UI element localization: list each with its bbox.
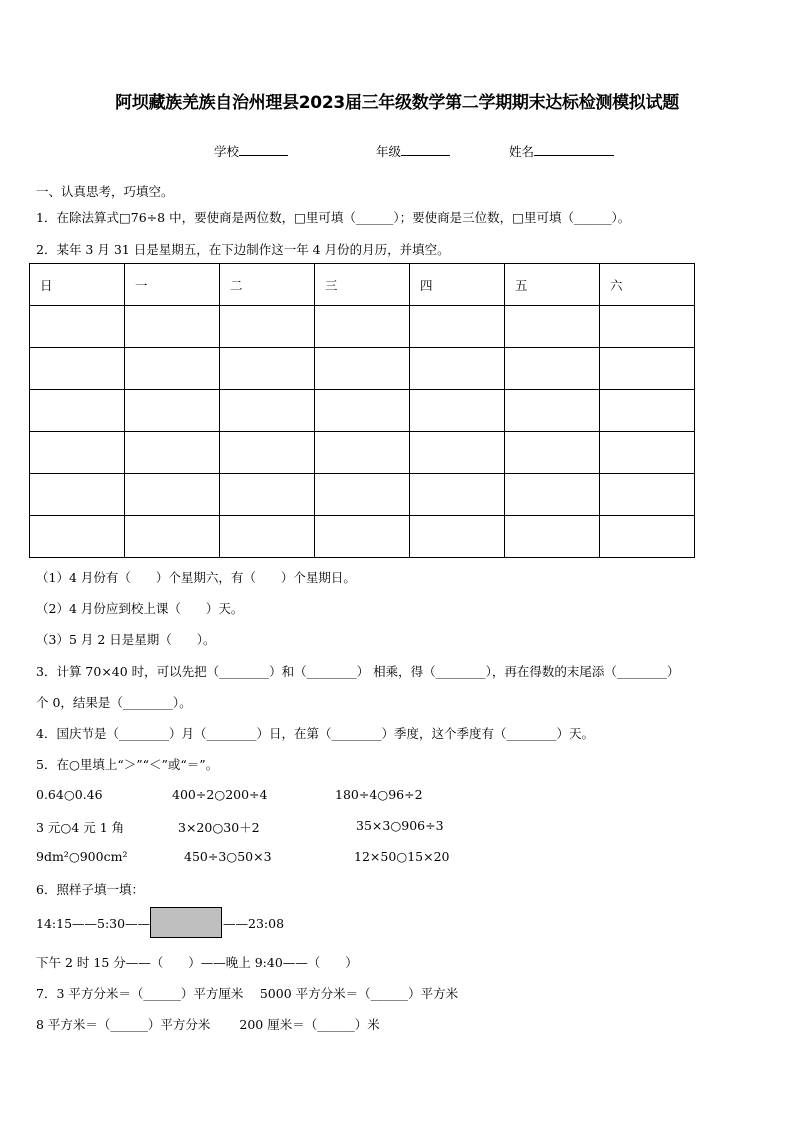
calendar-table	[29, 263, 695, 558]
q5-item: 3×20○30＋2	[178, 820, 260, 835]
calendar-cell[interactable]	[315, 474, 410, 516]
calendar-cell[interactable]	[125, 348, 220, 390]
calendar-cell[interactable]	[600, 348, 695, 390]
calendar-header-cell: 六	[600, 264, 695, 306]
calendar-cell[interactable]	[600, 516, 695, 558]
question-7-line-1: 7．3 平方分米＝（______）平方厘米 5000 平方分米＝（______）平方米	[36, 986, 459, 1001]
q5-item: 9dm²○900cm²	[36, 849, 128, 864]
calendar-header-cell: 五	[505, 264, 600, 306]
calendar-cell[interactable]	[600, 474, 695, 516]
calendar-row	[30, 516, 695, 558]
q5-item: 0.64○0.46	[36, 787, 103, 802]
calendar-row	[30, 474, 695, 516]
question-1: 1．在除法算式□76÷8 中，要使商是两位数，□里可填（______）；要使商是三位数，□里可填（______）。	[36, 210, 631, 225]
calendar-cell[interactable]	[220, 390, 315, 432]
calendar-cell[interactable]	[30, 306, 125, 348]
calendar-cell[interactable]	[505, 390, 600, 432]
calendar-header-cell: 四	[410, 264, 505, 306]
school-label: 学校	[214, 144, 240, 159]
q6-example-right: ——23:08	[223, 916, 285, 931]
q5-item: 400÷2○200÷4	[172, 787, 268, 802]
calendar-cell[interactable]	[30, 390, 125, 432]
calendar-row	[30, 306, 695, 348]
calendar-cell[interactable]	[410, 306, 505, 348]
calendar-cell[interactable]	[220, 348, 315, 390]
question-3-line-1: 3．计算 70×40 时，可以先把（________）和（________） 相乘，得（________），再在得数的末尾添（________）	[36, 664, 680, 679]
calendar-cell[interactable]	[30, 474, 125, 516]
calendar-cell[interactable]	[600, 390, 695, 432]
q5-item: 450÷3○50×3	[184, 849, 272, 864]
calendar-row	[30, 348, 695, 390]
calendar-cell[interactable]	[220, 432, 315, 474]
calendar-cell[interactable]	[315, 390, 410, 432]
page-title: 阿坝藏族羌族自治州理县2023届三年级数学第二学期期末达标检测模拟试题	[115, 93, 679, 113]
question-6: 6．照样子填一填：	[36, 882, 144, 897]
grade-label: 年级	[376, 144, 402, 159]
calendar-cell[interactable]	[220, 516, 315, 558]
q5-item: 12×50○15×20	[354, 849, 450, 864]
calendar-cell[interactable]	[125, 390, 220, 432]
calendar-cell[interactable]	[315, 306, 410, 348]
calendar-cell[interactable]	[125, 432, 220, 474]
calendar-cell[interactable]	[315, 432, 410, 474]
calendar-cell[interactable]	[220, 306, 315, 348]
calendar-cell[interactable]	[30, 348, 125, 390]
name-label: 姓名	[509, 144, 535, 159]
question-2: 2．某年 3 月 31 日是星期五，在下边制作这一年 4 月份的月历，并填空。	[36, 242, 450, 257]
section-heading: 一、认真思考，巧填空。	[36, 184, 174, 199]
calendar-cell[interactable]	[505, 348, 600, 390]
calendar-cell[interactable]	[410, 348, 505, 390]
calendar-cell[interactable]	[505, 516, 600, 558]
school-field[interactable]	[214, 142, 288, 160]
calendar-cell[interactable]	[125, 306, 220, 348]
question-3-line-2: 个 0，结果是（________）。	[36, 695, 192, 710]
calendar-header-cell: 三	[315, 264, 410, 306]
question-4: 4．国庆节是（________）月（________）日，在第（________）季度，这个季度有（________）天。	[36, 726, 594, 741]
calendar-cell[interactable]	[125, 516, 220, 558]
calendar-cell[interactable]	[410, 432, 505, 474]
grade-field[interactable]	[376, 142, 450, 160]
q6-example-box	[150, 907, 222, 938]
calendar-cell[interactable]	[30, 516, 125, 558]
calendar-cell[interactable]	[600, 432, 695, 474]
calendar-cell[interactable]	[505, 306, 600, 348]
calendar-cell[interactable]	[125, 474, 220, 516]
q6-example-left: 14:15——5:30——	[36, 916, 151, 931]
calendar-cell[interactable]	[315, 348, 410, 390]
calendar-cell[interactable]	[410, 474, 505, 516]
calendar-row	[30, 390, 695, 432]
calendar-header-cell: 二	[220, 264, 315, 306]
calendar-cell[interactable]	[600, 306, 695, 348]
calendar-header-cell: 一	[125, 264, 220, 306]
question-2-sub-3: （3）5 月 2 日是星期（ ）。	[36, 632, 216, 647]
q5-item: 35×3○906÷3	[356, 818, 444, 833]
name-field[interactable]	[509, 142, 614, 160]
calendar-cell[interactable]	[220, 474, 315, 516]
calendar-header-row	[30, 264, 695, 306]
calendar-cell[interactable]	[315, 516, 410, 558]
calendar-row	[30, 432, 695, 474]
calendar-header-cell: 日	[30, 264, 125, 306]
question-2-sub-2: （2）4 月份应到校上课（ ）天。	[36, 601, 244, 616]
question-7-line-2: 8 平方米＝（______）平方分米 200 厘米＝（______）米	[36, 1017, 380, 1032]
calendar-cell[interactable]	[30, 432, 125, 474]
q6-fill-line: 下午 2 时 15 分——（ ）——晚上 9:40——（ ）	[36, 955, 358, 970]
calendar-cell[interactable]	[505, 474, 600, 516]
q5-item: 180÷4○96÷2	[335, 787, 423, 802]
question-5: 5．在○里填上“＞”“＜”或“＝”。	[36, 757, 219, 772]
calendar-cell[interactable]	[410, 390, 505, 432]
question-2-sub-1: （1）4 月份有（ ）个星期六，有（ ）个星期日。	[36, 570, 356, 585]
calendar-cell[interactable]	[410, 516, 505, 558]
calendar-cell[interactable]	[505, 432, 600, 474]
q5-item: 3 元○4 元 1 角	[36, 820, 125, 835]
